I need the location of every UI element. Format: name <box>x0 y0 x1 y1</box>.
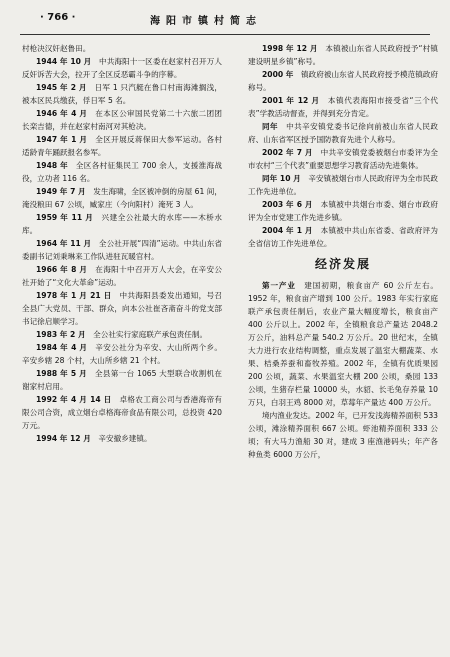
paragraph <box>22 185 222 211</box>
entry-text: 本镇代表海阳市接受省“三个代表”学教活动督查，并得到充分肯定。 <box>248 96 438 118</box>
entry-text: 全公社实行家庭联产承包责任制。 <box>93 330 208 339</box>
paragraph <box>248 198 438 224</box>
entry-date: 2003 年 6 月 <box>262 200 313 209</box>
entry-text: 辛安撤乡建镇。 <box>98 434 152 443</box>
entry-text: 中共辛安镇党委书记徐向前被山东省人民政府、山东省军区授予国防教育先进个人称号。 <box>248 122 439 144</box>
entry-text: 全区各村征集民工 700 余人，支援淮海战役，立功者 116 名。 <box>22 161 222 183</box>
entry-date: 1966 年 8 月 <box>36 265 88 274</box>
running-header: 海阳市镇村简志 <box>150 16 262 27</box>
entry-text: 中共海阳十一区委在赵家村召开万人反奸诉苦大会，拉开了全区反恶霸斗争的序幕。 <box>22 57 223 79</box>
entry-text: 境内渔业发达。2002 年，已开发浅海精养面积 533 公顷，滩涂精养面积 667 公顷。虾池精养面积 333 公顷；有大马力渔船 30 对，建成 3 座渔港码头；年产各种鱼类 6000 万公斤， <box>248 411 438 459</box>
paragraph <box>22 81 222 107</box>
entry-date: 同年 <box>262 122 279 131</box>
entry-text: 日军 1 只汽艇在鲁口村南海滩搁浅，被本区民兵缴获，俘日军 5 名。 <box>22 83 222 105</box>
right-economy <box>248 279 438 461</box>
header-rule <box>20 34 430 35</box>
entry-date: 2004 年 1 月 <box>262 226 313 235</box>
entry-date: 1947 年 1 月 <box>36 135 88 144</box>
entry-text: 全县第一台 1065 大型联合收割机在谢家村启用。 <box>22 369 223 391</box>
entry-text: 中共辛安镇党委被烟台市委评为全市农村“三个代表”重要思想学习教育活动先进集体。 <box>248 148 438 170</box>
entry-date: 1988 年 5 月 <box>36 369 88 378</box>
paragraph <box>248 94 438 120</box>
paragraph <box>248 68 438 94</box>
paragraph <box>22 237 222 263</box>
paragraph <box>22 432 222 445</box>
left-column <box>22 42 222 445</box>
entry-date: 1946 年 4 月 <box>36 109 88 118</box>
entry-text: 辛安公社分为辛安、大山所两个乡。辛安乡辖 28 个村，大山所乡辖 21 个村。 <box>22 343 223 365</box>
entry-text: 村枪决汉奸赵鲁田。 <box>22 44 91 53</box>
paragraph <box>248 42 438 68</box>
entry-text: 兴建全公社最大的水库——木桥水库。 <box>22 213 223 235</box>
paragraph <box>22 393 222 432</box>
paragraph <box>248 146 438 172</box>
right-column <box>248 42 438 461</box>
paragraph <box>22 55 222 81</box>
paragraph <box>22 289 222 328</box>
paragraph <box>22 107 222 133</box>
paragraph <box>22 133 222 159</box>
paragraph <box>248 224 438 250</box>
entry-text: 中共海阳县委发出通知，号召全县广大党员、干部、群众，向本公社崔吝斋奋斗的党支部书记徐启顺学习。 <box>22 291 223 326</box>
paragraph <box>22 328 222 341</box>
page-number: · 766 · <box>40 12 76 23</box>
entry-date: 1983 年 2 月 <box>36 330 86 339</box>
entry-text: 辛安镇被烟台市人民政府评为全市民政工作先进单位。 <box>248 174 439 196</box>
entry-date: 第一产业 <box>262 281 296 290</box>
paragraph <box>22 42 222 55</box>
entry-text: 本镇被中共烟台市委、烟台市政府评为全市党建工作先进乡镇。 <box>248 200 438 222</box>
entry-date: 1998 年 12 月 <box>262 44 318 53</box>
paragraph <box>22 211 222 237</box>
entry-text: 在海阳十中召开万人大会，在辛安公社开始了“文化大革命”运动。 <box>22 265 223 287</box>
entry-text: 发生海啸，全区被冲倒的房屋 61 间，淹没粮田 67 公顷，臧家庄（今向阳村）淹死 3 人。 <box>22 187 222 209</box>
entry-text: 全区开展反蒋保田大参军运动。各村适龄青年踊跃报名参军。 <box>22 135 223 157</box>
paragraph <box>248 120 438 146</box>
entry-date: 1964 年 11 月 <box>36 239 92 248</box>
paragraph <box>22 367 222 393</box>
paragraph <box>248 172 438 198</box>
entry-date: 同年 10 月 <box>262 174 301 183</box>
entry-date: 1992 年 4 月 14 日 <box>36 395 112 404</box>
paragraph <box>22 263 222 289</box>
paragraph <box>22 341 222 367</box>
right-events <box>248 42 438 250</box>
entry-date: 1944 年 10 月 <box>36 57 92 66</box>
entry-text: 全公社开展“四清”运动。中共山东省委副书记刘秉琳来工作队进驻瓦暖官村。 <box>22 239 223 261</box>
entry-date: 1945 年 2 月 <box>36 83 87 92</box>
entry-text: 镇政府被山东省人民政府授予模范镇政府称号。 <box>248 70 439 92</box>
entry-date: 1978 年 1 月 21 日 <box>36 291 112 300</box>
entry-text: 卓格农工商公司与香港海帝有限公司合资，成立烟台卓格海帝食品有限公司，总投资 420 万元。 <box>22 395 223 430</box>
entry-text: 本镇被中共山东省委、省政府评为全省信访工作先进单位。 <box>248 226 438 248</box>
entry-date: 1948 年 <box>36 161 68 170</box>
paragraph <box>248 279 438 409</box>
entry-date: 1984 年 4 月 <box>36 343 88 352</box>
entry-date: 1959 年 11 月 <box>36 213 94 222</box>
entry-text: 在本区公审国民党第二十六旅二团团长栾吉德，并在赵家村南河对其枪决。 <box>22 109 223 131</box>
entry-date: 1949 年 7 月 <box>36 187 86 196</box>
entry-date: 1994 年 12 月 <box>36 434 91 443</box>
entry-text: 本镇被山东省人民政府授予“村镇建设明星乡镇”称号。 <box>248 44 438 66</box>
entry-text: 建国初期，粮食亩产 60 公斤左右。1952 年，粮食亩产增到 100 公斤。1983 年实行家庭联产承包责任制后，农业产量大幅度增长，粮食亩产 400 公斤以上。2002 年，全镇粮食总产量达 2048.2 万公斤，油料总产量 540.2 万公斤。20 世纪末，全镇大力进行农业结构调整，重点发展了温室大棚蔬菜、水果、桔桑养蚕和畜牧养殖。2002 年，全镇有优质果园 200 公顷，蔬菜、水果温室大棚 200 公顷，桑园 133 公顷，生猪存栏量 10000 头，水貂、长毛兔存养量 10 万只，白羽王鸡 8000 对，草莓年产量达 400 万公斤。 <box>248 281 439 407</box>
paragraph <box>22 159 222 185</box>
entry-date: 2001 年 12 月 <box>262 96 320 105</box>
entry-date: 2000 年 <box>262 70 294 79</box>
paragraph <box>248 409 438 461</box>
section-title: 经济发展 <box>314 257 371 271</box>
entry-date: 2002 年 7 月 <box>262 148 313 157</box>
